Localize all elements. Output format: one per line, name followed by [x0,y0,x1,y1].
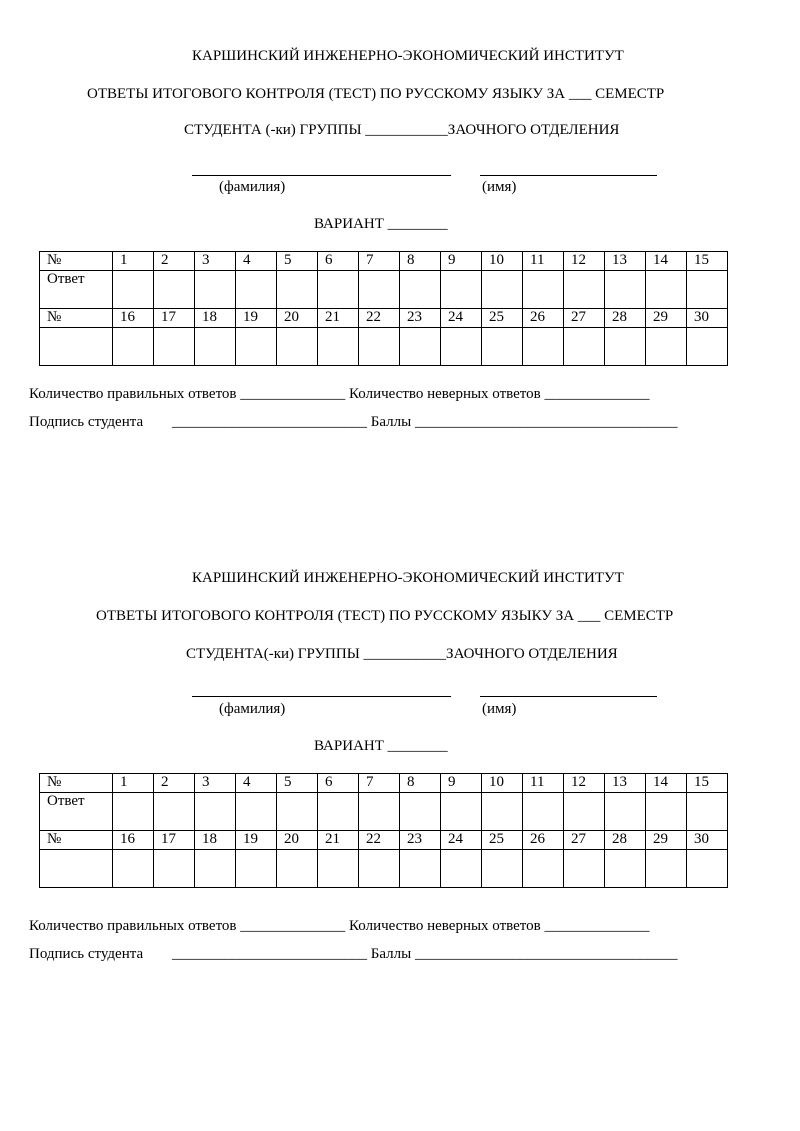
answer-row-label-cell [40,328,113,366]
answer-cell[interactable] [359,271,400,309]
answer-cell[interactable] [277,850,318,888]
table-row [40,271,728,309]
question-number: 3 [195,252,236,271]
answer-cell[interactable] [195,271,236,309]
question-number: 20 [277,309,318,328]
answer-cell[interactable] [441,850,482,888]
answer-cell[interactable] [400,793,441,831]
question-number: 22 [359,309,400,328]
form-title: ОТВЕТЫ ИТОГОВОГО КОНТРОЛЯ (ТЕСТ) ПО РУССКОМУ ЯЗЫКУ ЗА ___ СЕМЕСТР [96,608,674,624]
answer-cell[interactable] [564,271,605,309]
answer-cell[interactable] [113,793,154,831]
question-number: 27 [564,831,605,850]
answer-cell[interactable] [646,793,687,831]
answer-cell[interactable] [359,850,400,888]
question-number: 29 [646,831,687,850]
answer-cell[interactable] [154,793,195,831]
answer-cell[interactable] [605,850,646,888]
answer-row-label-cell [40,850,113,888]
question-number: 8 [400,774,441,793]
question-number: 1 [113,252,154,271]
num-header: № [40,309,113,328]
answer-cell[interactable] [236,850,277,888]
question-number: 7 [359,252,400,271]
answer-cell[interactable] [523,850,564,888]
answer-cell[interactable] [236,793,277,831]
answer-cell[interactable] [113,271,154,309]
question-number: 2 [154,252,195,271]
answer-cell[interactable] [318,850,359,888]
question-number: 25 [482,309,523,328]
answer-cell[interactable] [318,328,359,366]
question-number: 26 [523,831,564,850]
question-number: 18 [195,309,236,328]
question-number: 4 [236,252,277,271]
surname-label: (фамилия) [219,179,286,195]
name-field[interactable] [480,696,657,697]
answer-cell[interactable] [441,793,482,831]
question-number: 18 [195,831,236,850]
table-row [40,774,728,793]
form-title: ОТВЕТЫ ИТОГОВОГО КОНТРОЛЯ (ТЕСТ) ПО РУССКОМУ ЯЗЫКУ ЗА ___ СЕМЕСТР [87,86,665,102]
signature-score-line: __________________________ Баллы ___________________________________ [172,414,678,430]
question-number: 28 [605,309,646,328]
answer-cell[interactable] [441,328,482,366]
question-number: 28 [605,831,646,850]
answer-cell[interactable] [564,328,605,366]
num-header: № [40,252,113,271]
question-number: 7 [359,774,400,793]
answers-count-line: Количество правильных ответов ______________ Количество неверных ответов ______________ [29,918,650,934]
answer-cell[interactable] [687,850,728,888]
answer-cell[interactable] [195,793,236,831]
answer-cell[interactable] [277,271,318,309]
question-number: 9 [441,774,482,793]
question-number: 14 [646,774,687,793]
answer-cell[interactable] [687,271,728,309]
question-number: 23 [400,309,441,328]
answer-cell[interactable] [646,328,687,366]
surname-field[interactable] [192,175,451,176]
question-number: 12 [564,252,605,271]
question-number: 29 [646,309,687,328]
name-label: (имя) [482,179,517,195]
answer-cell[interactable] [359,793,400,831]
answer-cell[interactable] [318,793,359,831]
answer-cell[interactable] [482,328,523,366]
question-number: 6 [318,774,359,793]
answer-cell[interactable] [564,850,605,888]
question-number: 20 [277,831,318,850]
answer-cell[interactable] [646,850,687,888]
answer-cell[interactable] [236,328,277,366]
signature-score-line: __________________________ Баллы ___________________________________ [172,946,678,962]
answer-cell[interactable] [400,271,441,309]
table-row [40,328,728,366]
signature-label: Подпись студента [29,946,144,962]
answer-cell[interactable] [605,793,646,831]
table-row [40,850,728,888]
question-number: 13 [605,774,646,793]
answer-cell[interactable] [400,328,441,366]
group-line: СТУДЕНТА (-ки) ГРУППЫ ___________ЗАОЧНОГО ОТДЕЛЕНИЯ [184,122,620,138]
variant-line: ВАРИАНТ ________ [314,216,448,232]
answer-cell[interactable] [154,328,195,366]
table-row [40,309,728,328]
question-number: 23 [400,831,441,850]
institute-name: КАРШИНСКИЙ ИНЖЕНЕРНО-ЭКОНОМИЧЕСКИЙ ИНСТИТУТ [192,570,624,586]
question-number: 12 [564,774,605,793]
answer-cell[interactable] [564,793,605,831]
question-number: 15 [687,252,728,271]
question-number: 11 [523,252,564,271]
question-number: 8 [400,252,441,271]
answer-cell[interactable] [113,850,154,888]
question-number: 6 [318,252,359,271]
answers-table [39,251,728,366]
question-number: 16 [113,309,154,328]
question-number: 16 [113,831,154,850]
group-line: СТУДЕНТА(-ки) ГРУППЫ ___________ЗАОЧНОГО ОТДЕЛЕНИЯ [186,646,618,662]
question-number: 10 [482,252,523,271]
answer-cell[interactable] [523,793,564,831]
question-number: 9 [441,252,482,271]
question-number: 19 [236,309,277,328]
answer-cell[interactable] [400,850,441,888]
question-number: 26 [523,309,564,328]
question-number: 10 [482,774,523,793]
answer-cell[interactable] [605,328,646,366]
institute-name: КАРШИНСКИЙ ИНЖЕНЕРНО-ЭКОНОМИЧЕСКИЙ ИНСТИТУТ [192,48,624,64]
answer-cell[interactable] [154,850,195,888]
surname-label: (фамилия) [219,701,286,717]
question-number: 5 [277,774,318,793]
table-row [40,831,728,850]
table-row [40,793,728,831]
question-number: 14 [646,252,687,271]
question-number: 5 [277,252,318,271]
answer-cell[interactable] [154,271,195,309]
answer-header: Ответ [40,271,113,309]
question-number: 2 [154,774,195,793]
question-number: 17 [154,831,195,850]
question-number: 24 [441,309,482,328]
answer-cell[interactable] [195,328,236,366]
question-number: 21 [318,831,359,850]
question-number: 30 [687,309,728,328]
question-number: 4 [236,774,277,793]
answer-header: Ответ [40,793,113,831]
answer-cell[interactable] [646,271,687,309]
name-label: (имя) [482,701,517,717]
answer-cell[interactable] [359,328,400,366]
question-number: 19 [236,831,277,850]
table-row [40,252,728,271]
question-number: 27 [564,309,605,328]
question-number: 17 [154,309,195,328]
question-number: 3 [195,774,236,793]
answer-cell[interactable] [277,328,318,366]
answer-cell[interactable] [687,328,728,366]
answer-cell[interactable] [113,328,154,366]
answer-cell[interactable] [482,850,523,888]
answer-cell[interactable] [482,271,523,309]
question-number: 15 [687,774,728,793]
question-number: 24 [441,831,482,850]
question-number: 30 [687,831,728,850]
question-number: 21 [318,309,359,328]
surname-field[interactable] [192,696,451,697]
question-number: 13 [605,252,646,271]
answer-cell[interactable] [482,793,523,831]
answer-cell[interactable] [195,850,236,888]
answers-count-line: Количество правильных ответов ______________ Количество неверных ответов ______________ [29,386,650,402]
answer-form-2 [0,522,800,962]
name-field[interactable] [480,175,657,176]
question-number: 25 [482,831,523,850]
question-number: 11 [523,774,564,793]
answer-cell[interactable] [605,271,646,309]
answer-cell[interactable] [441,271,482,309]
answer-cell[interactable] [318,271,359,309]
answer-cell[interactable] [277,793,318,831]
answer-cell[interactable] [523,271,564,309]
variant-line: ВАРИАНТ ________ [314,738,448,754]
answers-table [39,773,728,888]
num-header: № [40,774,113,793]
answer-cell[interactable] [523,328,564,366]
signature-label: Подпись студента [29,414,144,430]
answer-cell[interactable] [687,793,728,831]
answer-cell[interactable] [236,271,277,309]
num-header: № [40,831,113,850]
question-number: 1 [113,774,154,793]
answer-form-1 [0,0,800,440]
question-number: 22 [359,831,400,850]
